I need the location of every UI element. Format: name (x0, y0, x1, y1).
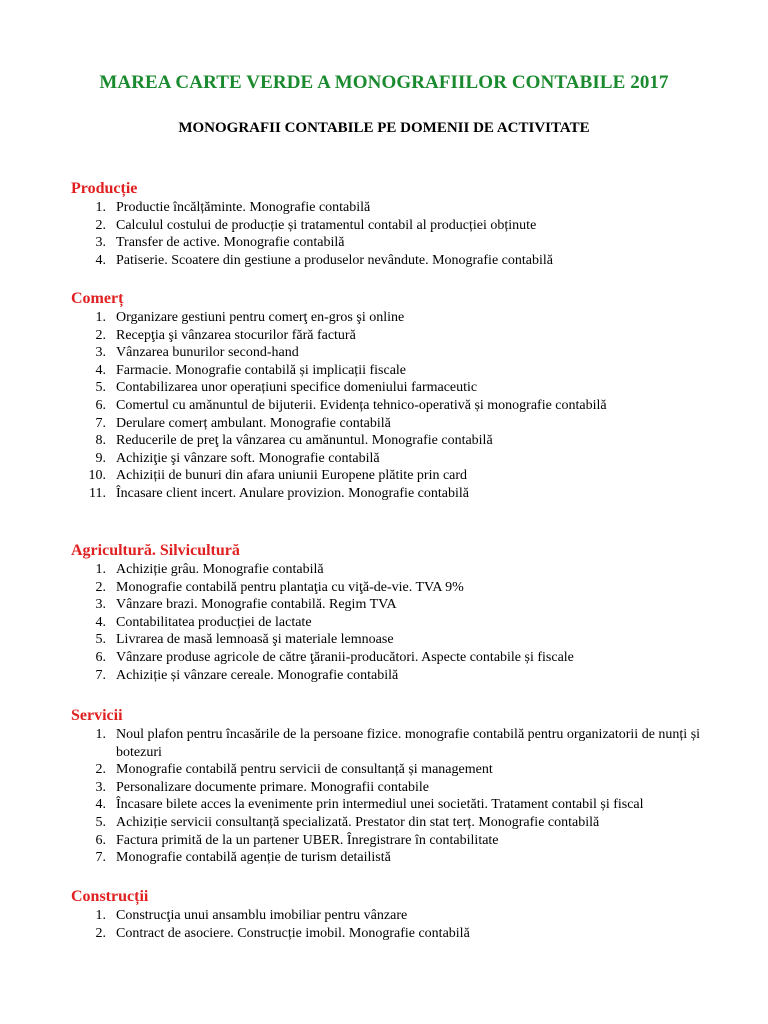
list-item: 2. Recepţia şi vânzarea stocurilor fără factură (95, 327, 356, 343)
list-item: 1. Organizare gestiuni pentru comerţ en-gros şi online (95, 310, 405, 325)
list-item: 3. Transfer de active. Monografie contabilă (95, 235, 345, 251)
section-heading: Producție (71, 180, 138, 197)
list-item: 7. Derulare comerț ambulant. Monografie contabilă (95, 415, 391, 431)
item-list (71, 309, 711, 503)
list-item: 4. Patiserie. Scoatere din gestiune a produselor nevândute. Monografie contabilă (95, 252, 553, 268)
list-item: 2. Monografie contabilă pentru servicii de consultanță și management (95, 762, 493, 778)
list-item: 7. Achiziție și vânzare cereale. Monografie contabilă (95, 667, 399, 683)
list-item: 5. Achiziție servicii consultanță specializată. Prestator din stat terț. Monografie contabilă (95, 814, 600, 830)
list-item: 7. Monografie contabilă agenție de turism detailistă (95, 850, 391, 866)
item-list (71, 561, 711, 684)
section-comert (71, 289, 711, 503)
list-item: 8. Reducerile de preţ la vânzarea cu amănuntul. Monografie contabilă (95, 433, 493, 449)
document-subtitle: MONOGRAFII CONTABILE PE DOMENII DE ACTIVITATE (178, 120, 590, 136)
section-productie (71, 179, 711, 269)
item-list (71, 726, 711, 867)
list-item: 1. Achiziție grâu. Monografie contabilă (95, 562, 324, 577)
list-item: 5. Contabilizarea unor operațiuni specifice domeniului farmaceutic (95, 380, 478, 396)
section-servicii (71, 706, 711, 867)
list-item: 1. Construcţia unui ansamblu imobiliar pentru vânzare (95, 908, 408, 923)
list-item: 3. Vânzare brazi. Monografie contabilă. Regim TVA (95, 597, 397, 613)
section-heading: Agricultură. Silvicultură (71, 542, 240, 559)
list-item: 1. Productie încălțăminte. Monografie contabilă (95, 200, 371, 215)
list-item: 5. Livrarea de masă lemnoasă şi materiale lemnoase (95, 632, 394, 648)
item-list (71, 199, 711, 269)
list-item: 11. Încasare client incert. Anulare provizion. Monografie contabilă (89, 485, 469, 501)
list-item: 2. Contract de asociere. Construcție imobil. Monografie contabilă (95, 925, 470, 941)
document-title: MAREA CARTE VERDE A MONOGRAFIILOR CONTABILE 2017 (99, 72, 669, 93)
section-heading: Servicii (71, 707, 123, 724)
list-item: 2. Monografie contabilă pentru plantaţia cu viţă-de-vie. TVA 9% (95, 579, 464, 595)
list-item: 4. Farmacie. Monografie contabilă și implicații fiscale (95, 362, 407, 378)
list-item: 6. Factura primită de la un partener UBER. Înregistrare în contabilitate (95, 832, 499, 848)
list-item: 6. Comertul cu amănuntul de bijuterii. Evidența tehnico-operativă și monografie contabilă (95, 397, 607, 413)
list-item: 3. Vânzarea bunurilor second-hand (95, 345, 299, 361)
list-item: 4. Contabilitatea producției de lactate (95, 614, 312, 630)
section-constructii (71, 887, 711, 942)
item-list (71, 907, 711, 942)
section-heading: Comerț (71, 290, 124, 307)
list-item: 10. Achiziții de bunuri din afara uniunii Europene plătite prin card (88, 468, 468, 484)
list-item: 2. Calculul costului de producție și tratamentul contabil al producției obținute (95, 217, 537, 233)
list-item: 1. Noul plafon pentru încasările de la persoane fizice. monografie contabilă pentru organizatorii de nunți și botezuri (95, 727, 701, 760)
section-heading: Construcții (71, 888, 149, 905)
list-item: 3. Personalizare documente primare. Monografii contabile (95, 779, 429, 795)
section-agricultura (71, 541, 711, 684)
list-item: 9. Achiziţie şi vânzare soft. Monografie contabilă (95, 450, 380, 466)
list-item: 6. Vânzare produse agricole de către ţăranii-producători. Aspecte contabile și fiscale (95, 649, 574, 665)
list-item: 4. Încasare bilete acces la evenimente prin intermediul unei societăti. Tratament contabil și fiscal (95, 797, 644, 813)
